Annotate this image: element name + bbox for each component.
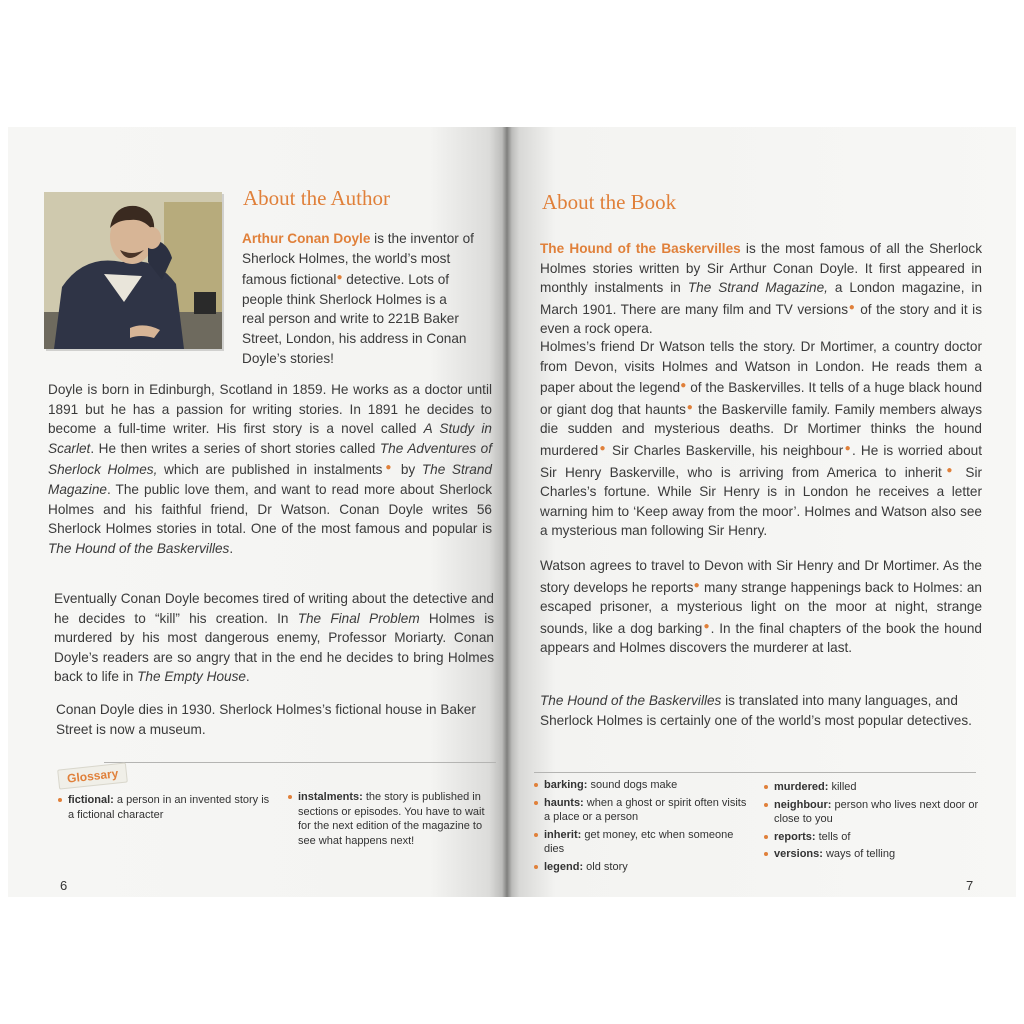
text-run: Holmes is murdered by his most dangerous enemy, Professor Moriarty. Conan Doyle’s readers are so angry that in the end he decides to bring Holmes back to life in <box>54 610 495 685</box>
text-run: Eventually Conan Doyle becomes tired of writing about the detective and he decides to “kill” his creation. In <box>54 591 494 626</box>
glossary-item <box>534 828 754 857</box>
text-run: which are published in instalments <box>157 462 383 478</box>
magazine-title: The Strand Magazine <box>48 462 492 497</box>
page-number-left: 6 <box>60 878 68 893</box>
text-run: . <box>245 669 250 685</box>
glossary-column-2 <box>764 780 984 865</box>
glossary-marker-icon: ● <box>336 272 343 284</box>
text-run: by <box>394 462 422 478</box>
text-run: . <box>229 540 234 556</box>
intro-line: is the inventor of <box>370 231 474 246</box>
glossary-marker-icon: ● <box>693 579 700 591</box>
glossary-item <box>58 793 278 822</box>
author-paragraph-3: Conan Doyle dies in 1930. Sherlock Holmes’s fictional house in Baker Street is now a museum. <box>56 702 476 737</box>
glossary-marker-icon: ● <box>702 620 711 632</box>
text-run: Holmes’s friend Dr Watson tells the story. Dr Mortimer, a country doctor from Devon, visits Holmes and Watson in London. He reads them a paper about the legend <box>540 339 982 396</box>
glossary-definition: the story is published in sections or episodes. You have to wait for the next edition of the magazine to see what happens next! <box>298 791 485 847</box>
glossary-item <box>764 780 984 795</box>
glossary-term: barking: <box>544 779 588 791</box>
glossary-marker-icon: ● <box>843 442 852 454</box>
glossary-item <box>764 847 984 862</box>
glossary-item <box>534 778 754 793</box>
intro-line: Street, London, his address in Conan <box>242 330 467 346</box>
text-run: . He is worried about Sir Henry Baskerville, who is arriving from America to inherit <box>540 442 983 480</box>
text-run: . In the final chapters of the book the hound appears and Holmes discovers the murderer at last. <box>540 620 982 656</box>
left-page <box>8 127 504 897</box>
glossary-term: murdered: <box>774 781 829 793</box>
text-run: is translated into many languages, and Sherlock Holmes is certainly one of the world’s most popular detectives. <box>540 693 972 728</box>
book-heading: About the Book <box>542 190 677 214</box>
intro-line: Sherlock Holmes, the world’s most <box>242 250 451 266</box>
glossary-marker-icon: ● <box>685 401 694 413</box>
book-paragraph-3 <box>540 556 982 658</box>
glossary-definition: killed <box>828 781 857 793</box>
glossary-definition: a person in an invented story is a fictional character <box>68 794 270 821</box>
book-paragraph-4 <box>540 691 982 730</box>
glossary-term: haunts: <box>544 796 584 809</box>
glossary-column-left <box>58 793 278 825</box>
book-title: The Adventures of Sherlock Holmes, <box>48 440 492 478</box>
text-run: of the Baskervilles. It tells of a huge black hound or giant dog that haunts <box>540 380 982 417</box>
author-heading: About the Author <box>243 186 390 210</box>
text-run: Watson agrees to travel to Devon with Sir Henry and Dr Mortimer. As the story develops he reports <box>540 558 982 595</box>
glossary-term: neighbour: <box>774 798 832 811</box>
glossary-item <box>764 798 984 827</box>
book-title: A Study in Scarlet <box>48 421 492 456</box>
glossary-column-right <box>288 790 498 851</box>
glossary-divider <box>104 762 496 763</box>
book-title: The Hound of the Baskervilles <box>540 241 741 256</box>
intro-line: Doyle’s stories! <box>242 350 334 366</box>
glossary-term: legend: <box>544 860 584 873</box>
author-portrait <box>44 192 222 349</box>
glossary-item <box>534 860 754 875</box>
glossary-item <box>288 790 498 848</box>
text-run: Sir Charles’s fortune. While Sir Henry is in London he receives a letter warning him to ‘Keep away from the moor’. Holmes and Watson also see a mysterious man following Sir Henry. <box>540 464 982 539</box>
glossary-term: inherit: <box>544 828 582 841</box>
glossary-marker-icon: ● <box>382 462 395 474</box>
author-paragraph-2 <box>54 589 494 687</box>
author-intro <box>242 229 494 368</box>
text-run: Doyle is born in Edinburgh, Scotland in 1859. He works as a doctor until 1891 but he has a passion for writing stories. In 1891 he decides to become a full-time writer. His first story is a novel called <box>48 382 492 437</box>
glossary-definition: ways of telling <box>822 848 896 860</box>
magazine-title: The Strand Magazine, <box>687 280 828 296</box>
book-title: The Hound of the Baskervilles <box>48 540 230 556</box>
glossary-term: reports: <box>774 830 816 843</box>
glossary-item <box>534 796 754 825</box>
story-title: The Final Problem <box>297 610 420 626</box>
intro-line: famous fictional <box>242 272 337 288</box>
text-run: the Baskerville family. Family members always die sudden and mysterious deaths. Dr Mortimer thinks the hound murdered <box>540 401 983 458</box>
story-title: The Empty House <box>137 669 246 685</box>
glossary-marker-icon: ● <box>680 380 687 392</box>
intro-line: real person and write to 221B Baker <box>242 311 459 327</box>
glossary-label: Glossary <box>57 762 128 789</box>
book-paragraph-1 <box>540 239 982 339</box>
book-title: The Hound of the Baskervilles <box>540 693 722 708</box>
glossary-definition: when a ghost or spirit often visits a place or a person <box>544 796 747 823</box>
glossary-definition: sound dogs make <box>587 779 678 791</box>
glossary-marker-icon: ● <box>848 301 856 313</box>
text-run: many strange happenings back to Holmes: an escaped prisoner, a mysterious light on the moor at night, strange sounds, like a dog barking <box>540 579 982 636</box>
glossary-marker-icon: ● <box>941 464 957 476</box>
glossary-definition: tells of <box>815 830 851 843</box>
text-run: of the story and it is even a rock opera. <box>540 301 983 337</box>
glossary-definition: person who lives next door or close to you <box>774 798 979 825</box>
glossary-definition: old story <box>583 860 628 873</box>
glossary-term: fictional: <box>68 794 114 806</box>
text-run: is the most famous of all the Sherlock Holmes stories written by Sir Arthur Conan Doyle. It first appeared in monthly instalments in <box>540 241 983 296</box>
glossary-term: versions: <box>774 848 823 860</box>
author-name: Arthur Conan Doyle <box>242 231 371 246</box>
text-run: Sir Charles Baskerville, his neighbour <box>606 442 844 458</box>
right-page <box>504 127 1016 897</box>
page-number-right: 7 <box>966 878 974 893</box>
intro-line: people think Sherlock Holmes is a <box>242 291 447 307</box>
book-paragraph-2 <box>540 337 982 541</box>
intro-line: detective. Lots of <box>342 272 450 288</box>
glossary-column-1 <box>534 778 754 877</box>
glossary-marker-icon: ● <box>598 442 607 454</box>
text-run: a London magazine, in March 1901. There are many film and TV versions <box>540 280 983 317</box>
book-spread <box>8 127 1016 897</box>
book-gutter <box>502 127 512 897</box>
glossary-definition: get money, etc when someone dies <box>544 828 734 855</box>
glossary-divider <box>534 772 976 773</box>
glossary-item <box>764 830 984 845</box>
author-paragraph-1 <box>48 380 492 558</box>
text-run: . He then writes a series of short stories called <box>90 440 380 456</box>
text-run: . The public love them, and want to read more about Sherlock Holmes and his faithful friend, Dr Watson. Conan Doyle writes 56 Sherlock Holmes stories in total. One of the most famous and popular is <box>48 481 492 537</box>
glossary-term: instalments: <box>298 791 363 803</box>
